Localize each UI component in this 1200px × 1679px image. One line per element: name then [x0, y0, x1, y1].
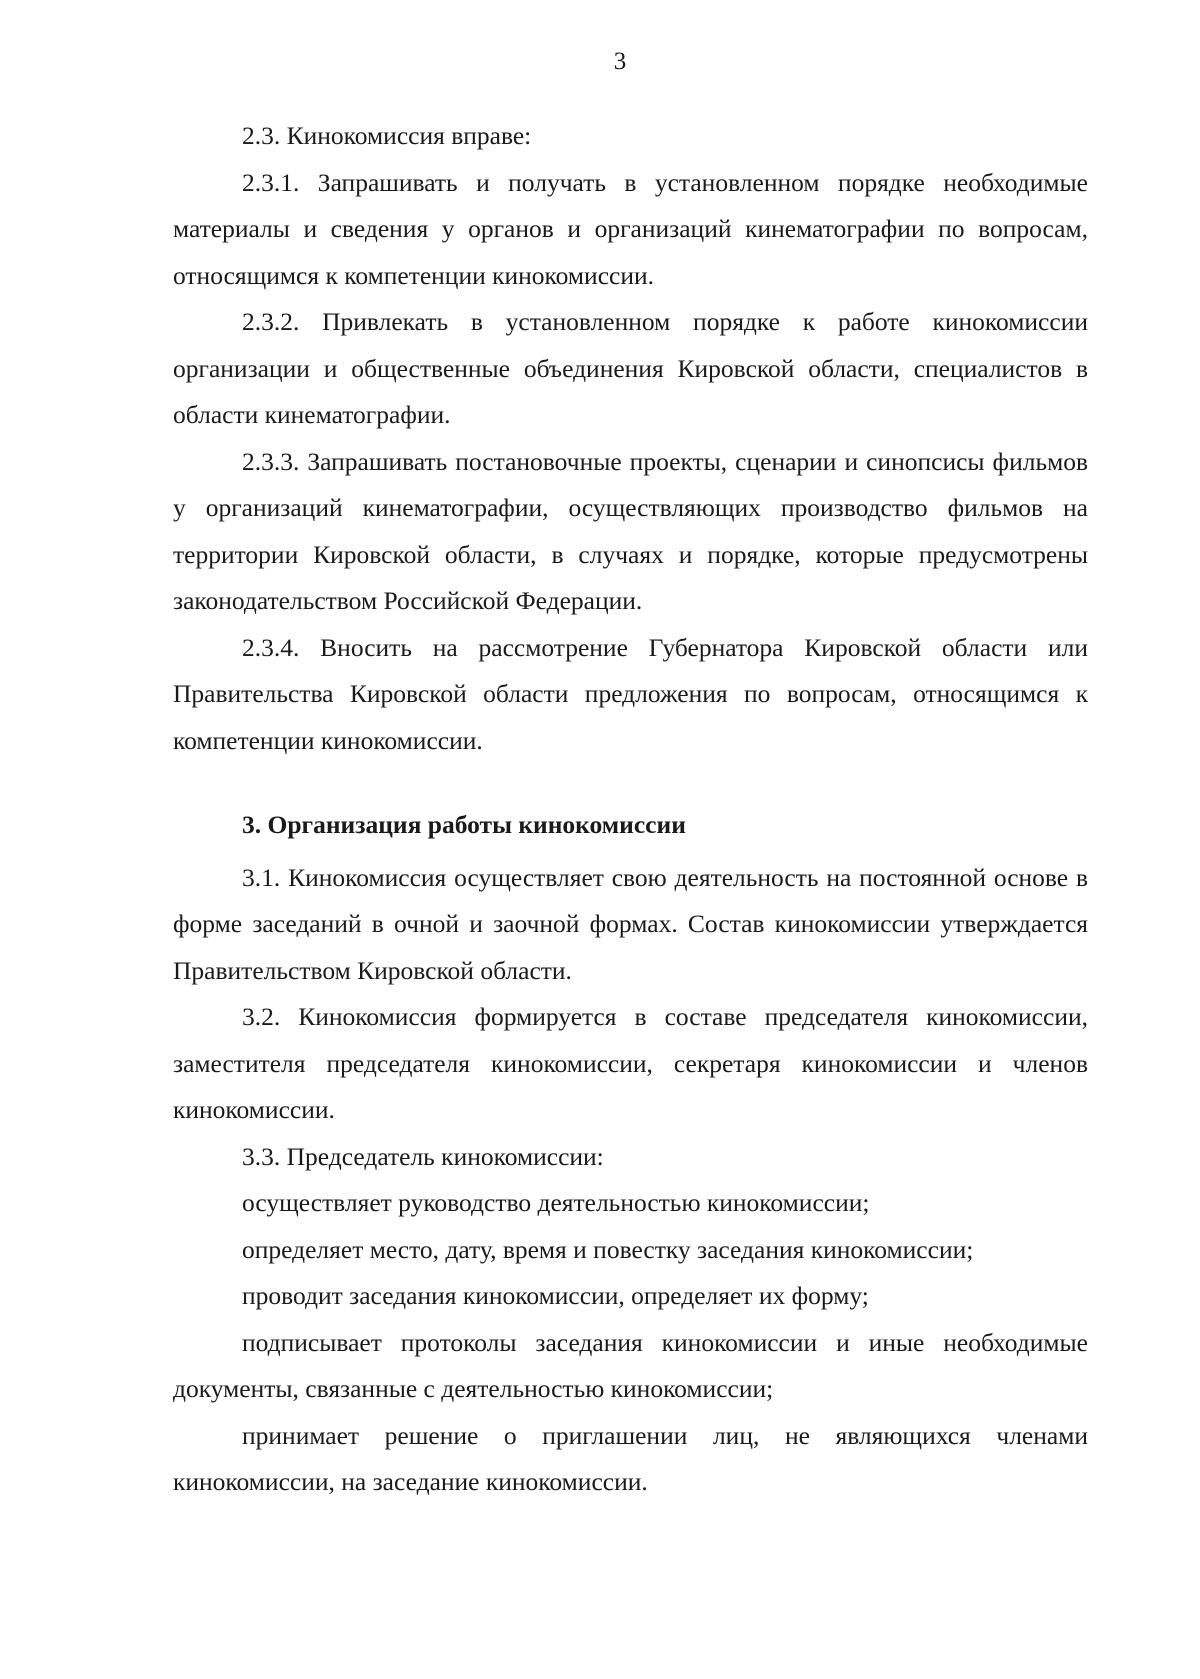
list-item: осуществляет руководство деятельностью кинокомиссии;	[242, 1188, 870, 1217]
paragraph-2-3-2: 2.3.2. Привлекать в установленном порядке к работе кинокомиссии организации и общественные объединения Кировской области, специалистов в области кинематографии.	[173, 307, 1088, 429]
paragraph-2-3-3: 2.3.3. Запрашивать постановочные проекты, сценарии и синопсисы фильмов у организаций кинематографии, осуществляющих производство фильмов на территории Кировской области, в случаях и порядке, которые предусмотрены законодательством Российской Федерации.	[173, 446, 1088, 615]
document-body	[173, 113, 1088, 1506]
paragraph-3-2: 3.2. Кинокомиссия формируется в составе председателя кинокомиссии, заместителя председателя кинокомиссии, секретаря кинокомиссии и членов кинокомиссии.	[173, 1002, 1088, 1124]
list-item: подписывает протоколы заседания кинокомиссии и иные необходимые документы, связанные с деятельностью кинокомиссии;	[173, 1327, 1088, 1403]
section-3-heading: 3. Организация работы кинокомиссии	[242, 810, 686, 839]
paragraph-3-3: 3.3. Председатель кинокомиссии:	[242, 1141, 604, 1171]
paragraph-2-3-4: 2.3.4. Вносить на рассмотрение Губернатора Кировской области или Правительства Кировской области предложения по вопросам, относящимся к компетенции кинокомиссии.	[173, 632, 1088, 755]
paragraph-3-1: 3.1. Кинокомиссия осуществляет свою деятельность на постоянной основе в форме заседаний в очной и заочной формах. Состав кинокомиссии утверждается Правительством Кировской области.	[173, 862, 1088, 985]
list-item: определяет место, дату, время и повестку заседания кинокомиссии;	[242, 1234, 974, 1264]
paragraph-2-3-1: 2.3.1. Запрашивать и получать в установленном порядке необходимые материалы и сведения у органов и организаций кинематографии по вопросам, относящимся к компетенции кинокомиссии.	[173, 167, 1088, 290]
list-item: проводит заседания кинокомиссии, определяет их форму;	[242, 1281, 869, 1310]
page-number: 3	[613, 48, 627, 75]
list-item: принимает решение о приглашении лиц, не являющихся членами кинокомиссии, на заседание кинокомиссии.	[173, 1420, 1088, 1496]
paragraph-2-3: 2.3. Кинокомиссия вправе:	[242, 121, 532, 150]
